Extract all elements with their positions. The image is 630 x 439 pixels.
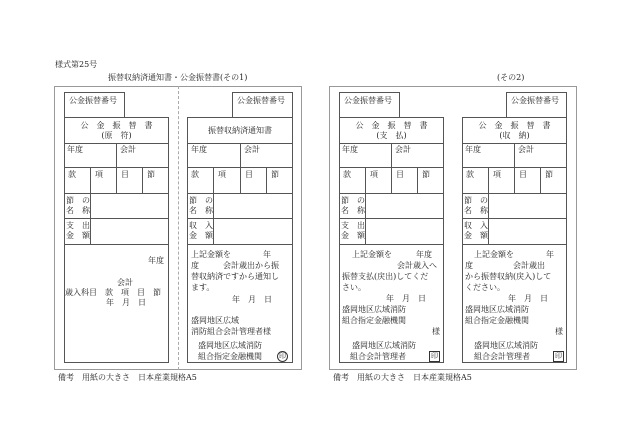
bottom-subject: 歳入科目 款 項 目 節 (65, 288, 161, 297)
date-line: 年 月 日 (508, 294, 548, 303)
bottom-nendo: 年度 (148, 256, 164, 265)
issuer: 盛岡地区広域消防 (474, 341, 538, 350)
amount-label: 金 額 (66, 231, 90, 240)
moku-label: 目 (121, 170, 129, 179)
kou-label: 項 (95, 170, 103, 179)
kou-label: 項 (218, 170, 226, 179)
request-text: から振替収納(戻入)して (465, 272, 552, 281)
seal-icon: 印 (555, 352, 562, 360)
number-label: 公金振替番号 (69, 96, 117, 105)
part1-title: 振替収納済通知書・公金振替書(その1) (108, 73, 248, 82)
bottom-date: 年 月 日 (106, 298, 146, 307)
notice-text: 替収納済ですから通知し (191, 272, 279, 281)
number-box (506, 92, 567, 118)
setsu-label: 節 (271, 170, 279, 179)
card-subtitle: (原 符) (101, 131, 132, 140)
seal-icon: 印 (431, 352, 438, 360)
setsu-name-label: 節 の (464, 196, 488, 205)
addressee: 組合指定金融機関 (342, 316, 406, 325)
notice-text: 上記金額を 年 (191, 250, 271, 259)
kaikei-label: 会計 (518, 145, 534, 154)
setsu-label: 節 (147, 170, 155, 179)
kaikei-label: 会計 (244, 145, 260, 154)
card-title: 公 金 振 替 書 (80, 121, 153, 130)
bottom-kaikei: 会計 (117, 278, 133, 287)
addressee: 盛岡地区広域 (191, 316, 239, 325)
nendo-label: 年度 (67, 145, 83, 154)
setsu-name-label: 名 称 (464, 206, 488, 215)
amount-label: 支 出 (66, 221, 90, 230)
issuer: 組合会計管理者 (474, 352, 530, 361)
kan-label: 款 (343, 170, 351, 179)
nendo-label: 年度 (342, 145, 358, 154)
setsu-name-label: 名 称 (189, 206, 213, 215)
card-subtitle: (収 納) (499, 131, 530, 140)
number-label: 公金振替番号 (511, 96, 559, 105)
number-box (64, 92, 125, 118)
kan-label: 款 (466, 170, 474, 179)
moku-label: 目 (396, 170, 404, 179)
card-title: 公 金 振 替 書 (355, 121, 428, 130)
amount-label: 収 入 (464, 221, 488, 230)
notice-text: 度 会計歳出から振 (191, 261, 279, 270)
request-text: 上記金額を 年度 (352, 250, 432, 259)
number-box (232, 92, 293, 118)
form-number: 様式第25号 (55, 60, 98, 69)
request-text: ください。 (465, 283, 505, 292)
setsu-name-label: 節 の (189, 196, 213, 205)
addressee: 組合指定金融機関 (465, 316, 529, 325)
amount-label: 収 入 (189, 221, 213, 230)
moku-label: 目 (519, 170, 527, 179)
kaikei-label: 会計 (120, 145, 136, 154)
footer-note-left: 備考 用紙の大きさ 日本産業規格A5 (58, 373, 197, 382)
number-box (339, 92, 400, 118)
kaikei-label: 会計 (395, 145, 411, 154)
request-text: 会計歳入へ (397, 261, 437, 270)
request-text: 度 会計歳出 (465, 261, 545, 270)
footer-note-right: 備考 用紙の大きさ 日本産業規格A5 (333, 373, 472, 382)
kou-label: 項 (493, 170, 501, 179)
addressee: 消防組合会計管理者様 (191, 327, 271, 336)
issuer: 組合会計管理者 (350, 352, 406, 361)
setsu-name-label: 名 称 (341, 206, 365, 215)
amount-label: 支 出 (341, 221, 365, 230)
part2-title: (その2) (497, 73, 525, 82)
number-label: 公金振替番号 (344, 96, 392, 105)
kan-label: 款 (191, 170, 199, 179)
issuer: 盛岡地区広域消防 (198, 341, 262, 350)
setsu-name-label: 節 の (341, 196, 365, 205)
card-title: 公 金 振 替 書 (478, 121, 551, 130)
addressee: 盛岡地区広域消防 (342, 305, 406, 314)
date-line: 年 月 日 (232, 295, 272, 304)
request-text: 上記金額を 年 (474, 250, 554, 259)
setsu-label: 節 (545, 170, 553, 179)
amount-label: 金 額 (464, 231, 488, 240)
addressee: 盛岡地区広域消防 (465, 305, 529, 314)
number-label: 公金振替番号 (237, 96, 285, 105)
request-text: さい。 (342, 283, 366, 292)
nendo-label: 年度 (191, 145, 207, 154)
card-subtitle: (支 払) (376, 131, 407, 140)
setsu-name-label: 節 の (66, 196, 90, 205)
notice-text: ます。 (191, 283, 215, 292)
request-text: 振替支払(戻出)してくだ (342, 272, 429, 281)
amount-label: 金 額 (189, 231, 213, 240)
setsu-label: 節 (422, 170, 430, 179)
addressee-honorific: 様 (432, 327, 440, 336)
issuer: 組合指定金融機関 (198, 352, 262, 361)
kan-label: 款 (68, 170, 76, 179)
card-title: 振替収納済通知書 (208, 126, 272, 135)
kou-label: 項 (370, 170, 378, 179)
amount-label: 金 額 (341, 231, 365, 240)
moku-label: 目 (245, 170, 253, 179)
date-line: 年 月 日 (386, 294, 426, 303)
seal-icon: 印 (279, 352, 286, 360)
cut-line (178, 86, 179, 370)
nendo-label: 年度 (465, 145, 481, 154)
issuer: 盛岡地区広域消防 (352, 341, 416, 350)
addressee-honorific: 様 (555, 327, 563, 336)
setsu-name-label: 名 称 (66, 206, 90, 215)
